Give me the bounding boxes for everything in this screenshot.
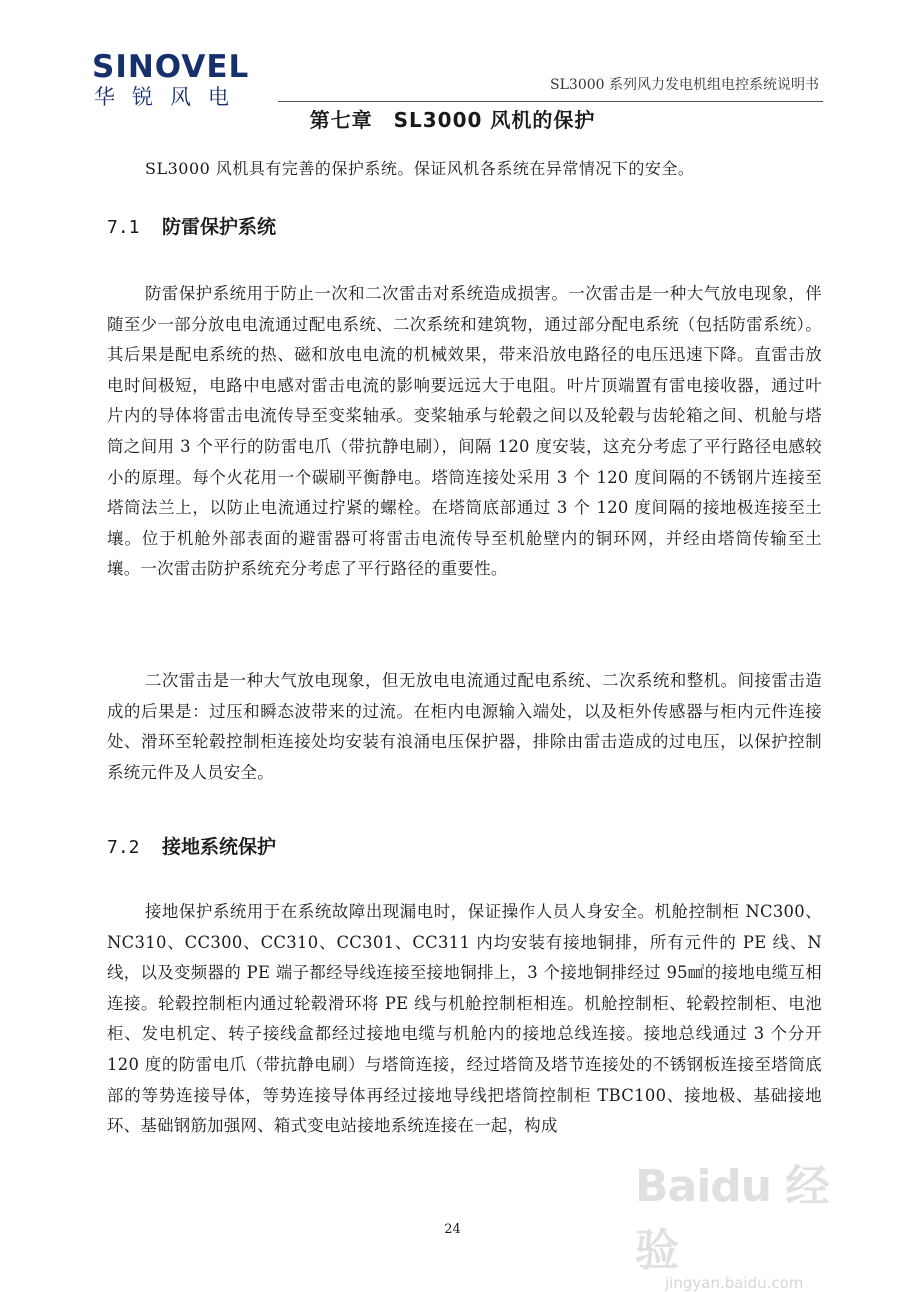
section-heading-7-1 [107,212,276,239]
paragraph: 接地保护系统用于在系统故障出现漏电时，保证操作人员人身安全。机舱控制柜 NC300、NC310、CC300、CC310、CC301、CC311 内均安装有接地铜排，所有元件的 PE 线、N 线，以及变频器的 PE 端子都经导线连接至接地铜排上，3 个接地铜排经过 95㎟的接地电缆互相连接。轮毂控制柜内通过轮毂滑环将 PE 线与机舱控制柜相连。机舱控制柜、轮毂控制柜、电池柜、发电机定、转子接线盒都经过接地电缆与机舱内的接地总线连接。接地总线通过 3 个分开 120 度的防雷电爪（带抗静电刷）与塔筒连接，经过塔筒及塔节连接处的不锈钢板连接至塔筒底部的等势连接导体，等势连接导体再经过接地导线把塔筒控制柜 TBC100、接地极、基础接地环、基础钢筋加强网、箱式变电站接地系统连接在一起，构成 [107,902,822,1136]
paragraph: 防雷保护系统用于防止一次和二次雷击对系统造成损害。一次雷击是一种大气放电现象，伴随至少一部分放电电流通过配电系统、二次系统和建筑物，通过部分配电系统（包括防雷系统）。其后果是配电系统的热、磁和放电电流的机械效果，带来沿放电路径的电压迅速下降。直雷击放电时间极短，电路中电感对雷击电流的影响要远远大于电阻。叶片顶端置有雷电接收器，通过叶片内的导体将雷击电流传导至变桨轴承。变桨轴承与轮毂之间以及轮毂与齿轮箱之间、机舱与塔筒之间用 3 个平行的防雷电爪（带抗静电刷），间隔 120 度安装，这充分考虑了平行路径电感较小的原理。每个火花用一个碳刷平衡静电。塔筒连接处采用 3 个 120 度间隔的不锈钢片连接至塔筒法兰上，以防止电流通过拧紧的螺栓。在塔筒底部通过 3 个 120 度间隔的接地极连接至土壤。位于机舱外部表面的避雷器可将雷击电流传导至机舱壁内的铜环网，并经由塔筒传输至土壤。一次雷击防护系统充分考虑了平行路径的重要性。 [107,284,822,579]
section-heading-7-2 [107,832,276,859]
logo-chinese-text: 华锐风电 [94,85,246,109]
paragraph: 二次雷击是一种大气放电现象，但无放电电流通过配电系统、二次系统和整机。间接雷击造成的后果是：过压和瞬态波带来的过流。在柜内电源输入端处，以及柜外传感器与柜内元件连接处、滑环至轮毂控制柜连接处均安装有浪涌电压保护器，排除由雷击造成的过电压，以保护控制系统元件及人员安全。 [107,671,822,782]
document-header-title: SL3000 系列风力发电机组电控系统说明书 [550,77,819,93]
section-title: 接地系统保护 [162,836,277,858]
logo-english-text: SINOVEL [92,49,250,85]
watermark-main-text: Baidu 经验 [635,1161,829,1276]
watermark-url-text: jingyan.baidu.com [665,1274,804,1292]
chapter-lead-paragraph: SL3000 风机具有完善的保护系统。保证风机各系统在异常情况下的安全。 [145,159,695,178]
section-number: 7.1 [107,217,140,238]
baidu-watermark [635,1150,845,1292]
section-number: 7.2 [107,837,140,858]
header-divider [278,101,823,102]
sinovel-logo [92,50,277,112]
chapter-title: 第七章 SL3000 风机的保护 [309,108,596,132]
page-number: 24 [444,1222,461,1237]
section-title: 防雷保护系统 [162,216,277,238]
